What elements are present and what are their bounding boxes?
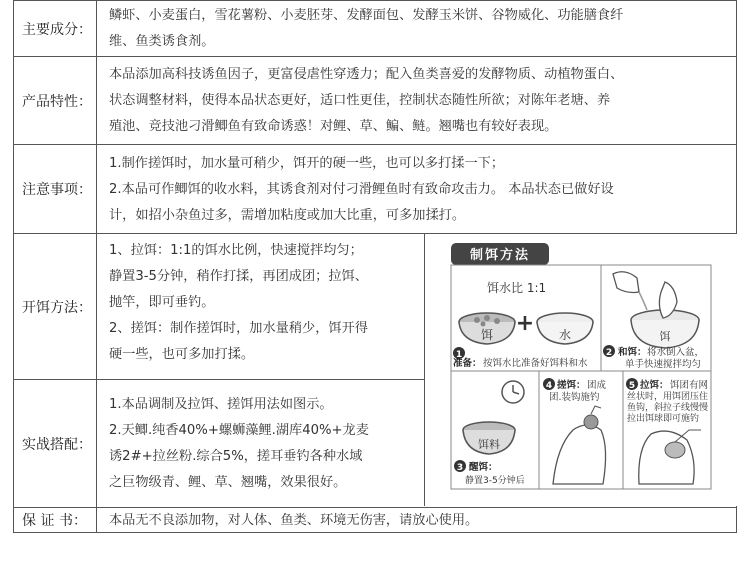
- ingredients-text: 鳞虾、小麦蛋白，雪花薯粉、小麦胚芽、发酵面包、发酵玉米饼、谷物威化、功能膳食纤 维、鱼类诱食剂。: [109, 8, 624, 49]
- figure-title: 制饵方法: [469, 248, 531, 263]
- step4-num: 4: [545, 381, 553, 391]
- step4-title: 搓饵：: [557, 380, 586, 391]
- guarantee-text: 本品无不良添加物，对人体、鱼类、环境无伤害，请放心使用。: [109, 513, 479, 528]
- label-practice: 实战搭配：: [13, 380, 97, 507]
- step5-text2: 丝状时，用饵团压住: [627, 392, 709, 402]
- water-bowl-label: 水: [558, 328, 572, 342]
- row-guarantee: [13, 507, 737, 533]
- step5-text3: 鱼钩，斜拉子线慢慢: [627, 403, 709, 413]
- step3-title: 醒饵：: [469, 462, 498, 473]
- step5-text4: 拉出饵球即可施钓: [627, 414, 700, 424]
- pull-hand-icon: [639, 431, 694, 484]
- label-guarantee: 保 证 书：: [13, 508, 97, 532]
- features-text: 本品添加高科技诱鱼因子，更富侵虐性穿透力；配入鱼类喜爱的发酵物质、动植物蛋白、 状态调整材料，使得本品状态更好，适口性更佳，控制状态随性所欲；对陈年老塘、养 殖池、竞技池刁滑鲫鱼有致命诱惑！对鲤、草、鳊、鲢。翘嘴也有较好表现。: [109, 67, 624, 134]
- rest-bowl-label: 饵料: [478, 438, 500, 451]
- step5-num: 5: [628, 381, 636, 391]
- bait-method-figure: [424, 234, 737, 506]
- bait-bowl-label: 饵: [480, 328, 494, 342]
- step2-text1: 将水倒入盆，: [647, 347, 705, 358]
- step5-title: 拉饵：: [640, 380, 669, 391]
- bait-method-diagram: [425, 234, 737, 506]
- knead-hand-icon: [553, 425, 606, 484]
- label-notes: 注意事项：: [13, 145, 97, 233]
- row-features: [13, 56, 737, 144]
- label-method: 开饵方法：: [13, 234, 97, 379]
- notes-text: 1.制作搓饵时，加水量可稍少，饵开的硬一些，也可以多打揉一下； 2.本品可作鲫饵的收水料，其诱食剂对付刁滑鲤鱼时有致命攻击力。 本品状态已做好设 计，如招小杂鱼过多，需增加粘度或加大比重，可多加揉打。: [109, 156, 614, 223]
- label-ingredients: 主要成分：: [13, 1, 97, 56]
- step4-text1: 团成: [587, 380, 607, 391]
- jug-icon: [613, 272, 639, 293]
- plus-icon: +: [515, 311, 535, 336]
- practice-text: 1.本品调制及拉饵、搓饵用法如图示。 2.天鲫.纯香40%+螺蛳藻鲤.湖库40%+龙麦 诱2#+拉丝粉.综合5%，搓耳垂钓各种水域 之巨物级青、鲤、草、翘嘴，效果很好。: [109, 397, 369, 490]
- label-features: 产品特性：: [13, 57, 97, 144]
- step2-num: 2: [605, 348, 613, 358]
- step1-title: 准备：: [453, 358, 482, 369]
- step3-text: 静置3-5分钟后: [465, 476, 525, 486]
- step2-text2: 单手快速搅拌均匀: [625, 359, 702, 370]
- mix-bowl-label: 饵: [659, 330, 671, 343]
- step3-num: 3: [456, 463, 464, 473]
- step1-num: 1: [455, 350, 463, 360]
- bait-ball-icon: [584, 415, 598, 429]
- step5-text1: 饵团有网: [670, 380, 709, 391]
- ratio-label: 饵水比 1:1: [487, 281, 547, 295]
- row-ingredients: [13, 0, 737, 56]
- pull-bait-ball-icon: [665, 442, 685, 458]
- row-notes: [13, 144, 737, 233]
- step4-text2: 团.装钩施钓: [549, 392, 600, 403]
- step1-text: 按饵水比准备好饵料和水: [483, 358, 588, 369]
- step2-title: 和饵：: [618, 347, 647, 358]
- method-text: 1、拉饵：1:1的饵水比例，快速搅拌均匀； 静置3-5分钟，稍作打揉，再团成团；拉饵、 抛竿，即可垂钓。 2、搓饵：制作搓饵时，加水量稍少，饵开得 硬一些，也可多加打揉。: [109, 243, 368, 362]
